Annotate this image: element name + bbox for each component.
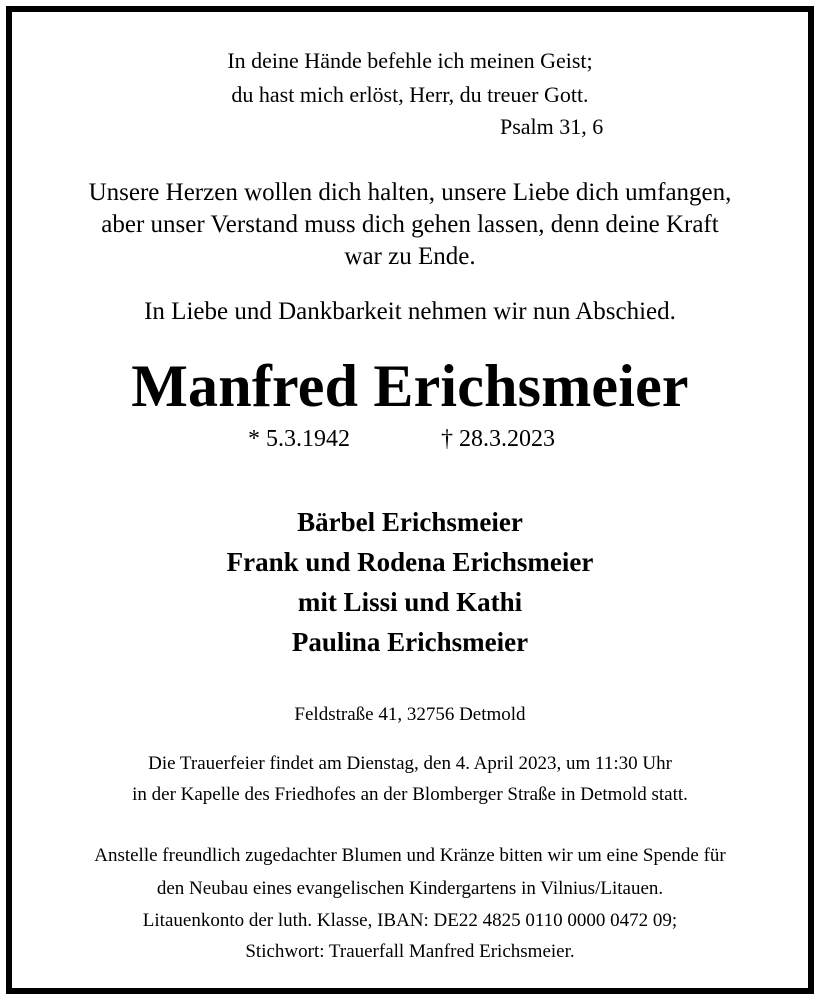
verse-line-3: war zu Ende. [344, 243, 476, 270]
service-line-1: Die Trauerfeier findet am Dienstag, den 4. April 2023, um 11:30 Uhr [148, 753, 672, 774]
donation-line-4: Stichwort: Trauerfall Manfred Erichsmeier. [245, 941, 575, 962]
mourner-3: mit Lissi und Kathi [297, 587, 523, 617]
verse-line-1: Unsere Herzen wollen dich halten, unsere Liebe dich umfangen, [88, 179, 732, 206]
psalm-line-1: In deine Hände befehle ich meinen Geist; [227, 48, 593, 73]
address: Feldstraße 41, 32756 Detmold [294, 704, 526, 725]
donation-line-2: den Neubau eines evangelischen Kindergartens in Vilnius/Litauen. [156, 878, 664, 899]
birth-date: * 5.3.1942 [248, 426, 350, 452]
mourner-1: Bärbel Erichsmeier [297, 507, 523, 537]
psalm-reference: Psalm 31, 6 [500, 114, 604, 139]
verse-line-2: aber unser Verstand muss dich gehen lassen, denn deine Kraft [101, 211, 719, 238]
death-date: † 28.3.2023 [441, 426, 555, 452]
service-line-2: in der Kapelle des Friedhofes an der Blomberger Straße in Detmold statt. [132, 784, 688, 805]
obituary-frame [6, 6, 814, 994]
mourner-2: Frank und Rodena Erichsmeier [226, 547, 594, 577]
deceased-name: Manfred Erichsmeier [131, 353, 689, 419]
donation-line-3: Litauenkonto der luth. Klasse, IBAN: DE22 4825 0110 0000 0472 09; [142, 910, 678, 931]
psalm-line-2: du hast mich erlöst, Herr, du treuer Gott. [231, 82, 589, 107]
donation-line-1: Anstelle freundlich zugedachter Blumen und Kränze bitten wir um eine Spende für [94, 845, 726, 866]
mourner-4: Paulina Erichsmeier [291, 627, 529, 657]
farewell-line: In Liebe und Dankbarkeit nehmen wir nun Abschied. [144, 298, 676, 325]
